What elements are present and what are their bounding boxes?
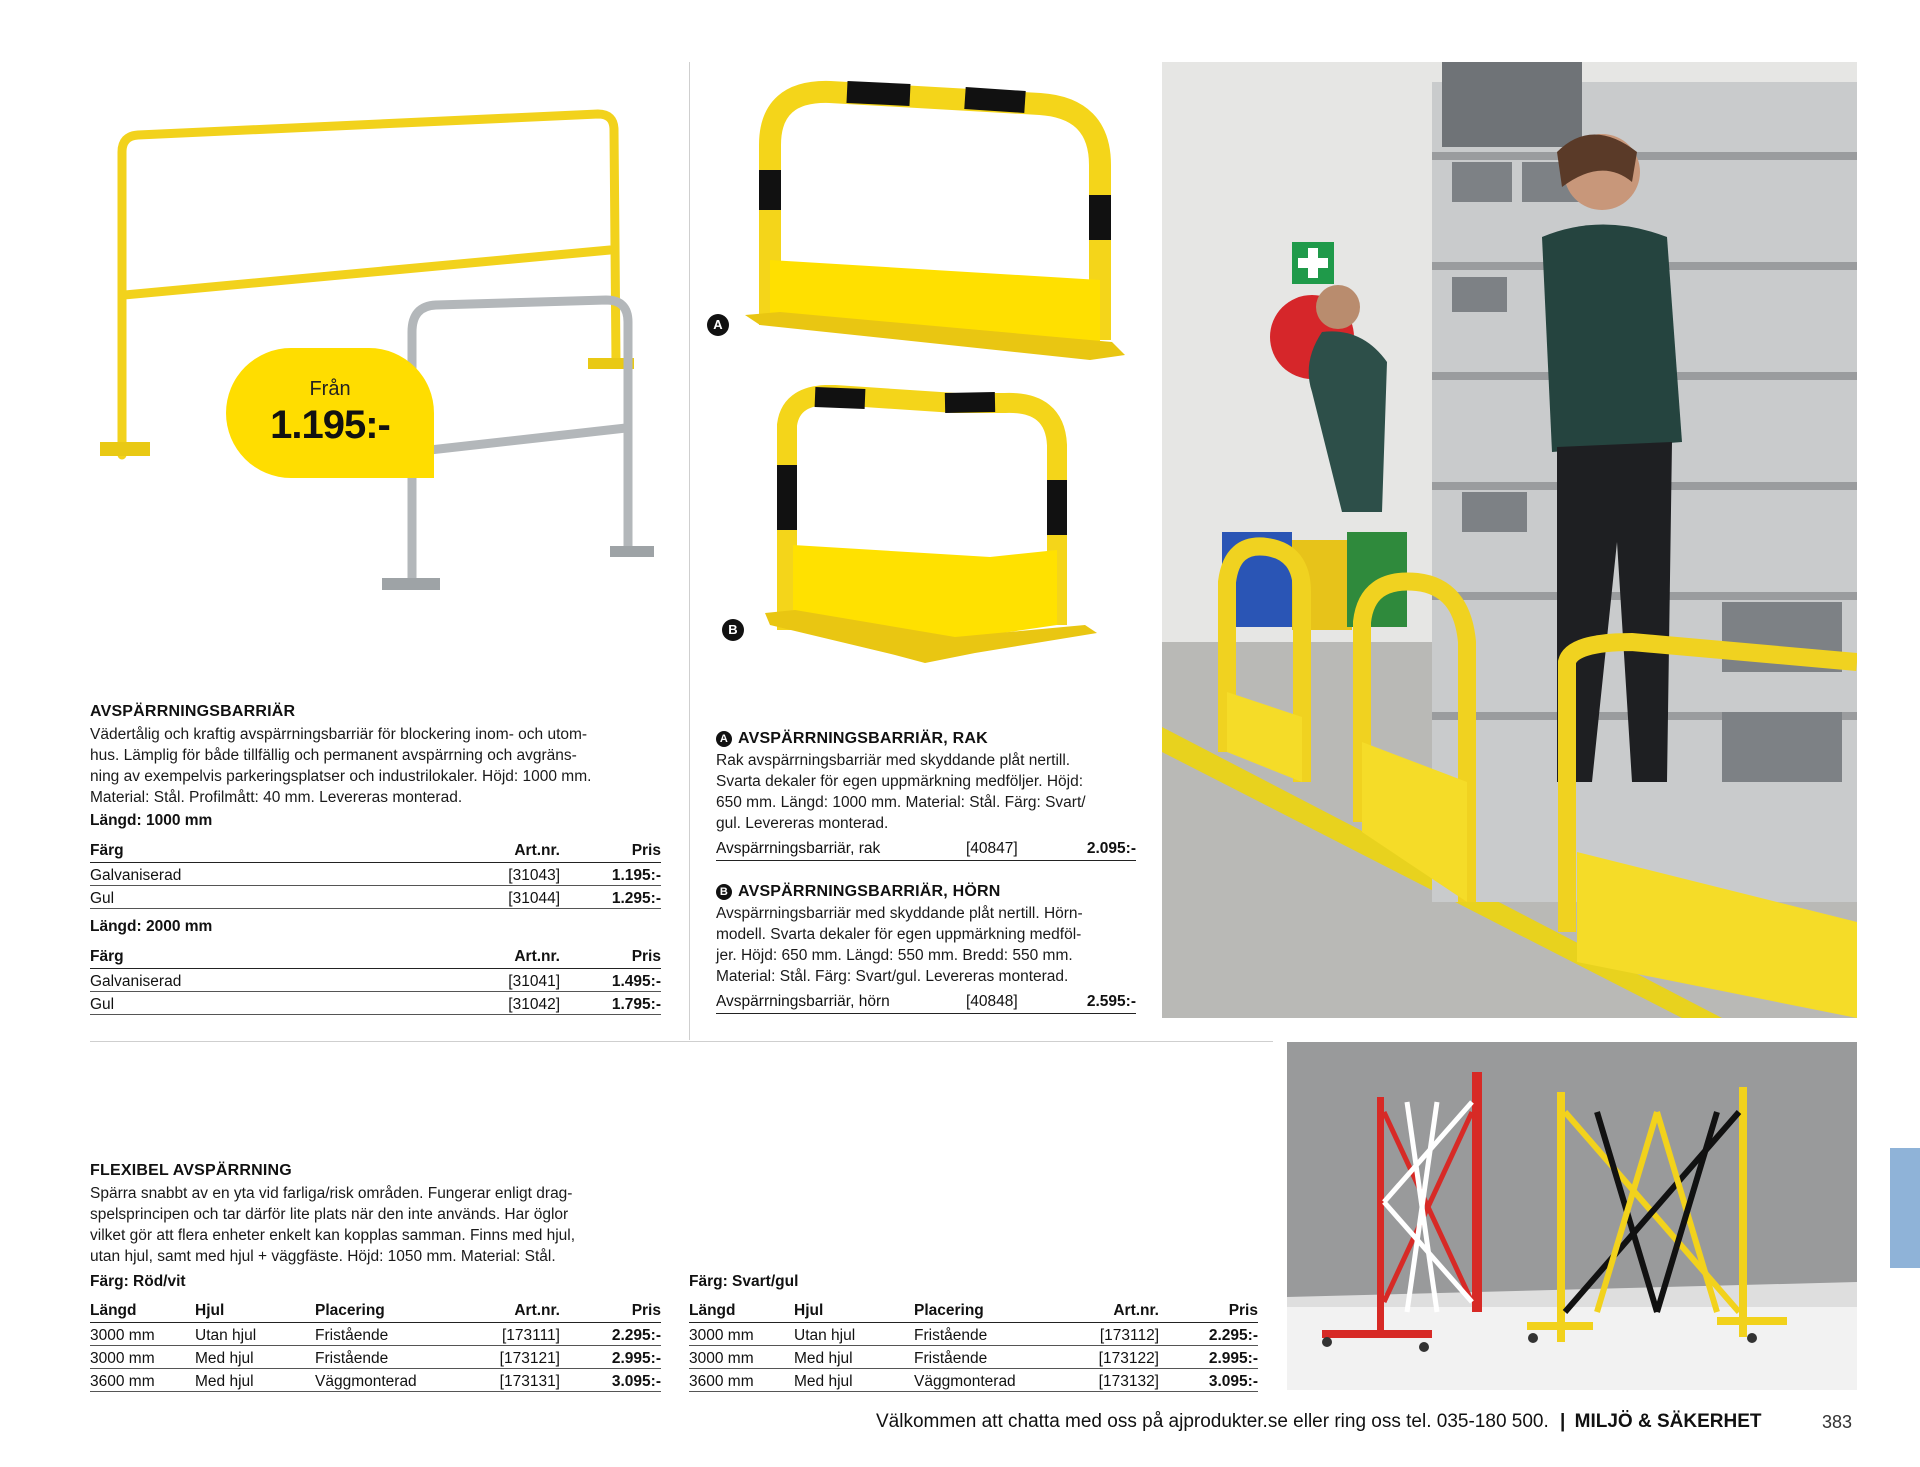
section-divider [90, 1041, 1273, 1042]
section-tab [1890, 1148, 1920, 1268]
col-header-length: Längd [689, 1298, 794, 1323]
col-header-color: Färg [90, 944, 460, 969]
desc-line: modell. Svarta dekaler för egen uppmärkning medföl- [716, 926, 1082, 943]
cell-wheel: Med hjul [794, 1346, 914, 1369]
cell-wheel: Med hjul [794, 1369, 914, 1392]
desc-line: Material: Stål. Färg: Svart/gul. Levereras monterad. [716, 968, 1069, 985]
cell-price: 3.095:- [560, 1369, 661, 1392]
col-header-price: Pris [560, 838, 661, 863]
warehouse-photo [1162, 62, 1857, 1018]
desc-line: gul. Levereras monterad. [716, 815, 889, 832]
flex-yellow-table [689, 1298, 1258, 1392]
col-header-color: Färg [90, 838, 460, 863]
cell-art: [31043] [460, 863, 560, 886]
rak-title [716, 730, 988, 748]
col-header-art: Art.nr. [460, 838, 560, 863]
col-header-price: Pris [1159, 1298, 1258, 1323]
cell-length: 3000 mm [689, 1323, 794, 1346]
col-header-wheel: Hjul [794, 1298, 914, 1323]
col-header-price: Pris [560, 1298, 661, 1323]
flex-red-label: Färg: Röd/vit [90, 1273, 186, 1290]
desc-line: hus. Lämplig för både tillfällig och permanent avspärrning och avgräns- [90, 747, 577, 764]
cell-art: [173132] [1059, 1369, 1159, 1392]
cell-price: 1.195:- [560, 863, 661, 886]
col-header-art: Art.nr. [460, 944, 560, 969]
cell-art: [31041] [460, 969, 560, 992]
cell-price: 2.595:- [1086, 993, 1136, 1010]
cell-price: 1.295:- [560, 886, 661, 909]
cell-art: [173111] [460, 1323, 560, 1346]
table-row [90, 886, 661, 909]
cell-price: 3.095:- [1159, 1369, 1258, 1392]
cell-color: Galvaniserad [90, 969, 460, 992]
cell-price: 1.495:- [560, 969, 661, 992]
col-header-art: Art.nr. [460, 1298, 560, 1323]
column-divider [689, 62, 690, 1040]
group2-label: Längd: 2000 mm [90, 918, 213, 935]
table-row [90, 863, 661, 886]
barrier-table-2000 [90, 944, 661, 1015]
horn-marker-icon: B [716, 884, 732, 900]
cell-art: [173131] [460, 1369, 560, 1392]
cell-art: [31044] [460, 886, 560, 909]
marker-a: A [707, 314, 729, 336]
page-number: 383 [1822, 1412, 1853, 1432]
price-badge-from: Från [309, 378, 351, 400]
cell-wheel: Utan hjul [195, 1323, 315, 1346]
barrier-rak-illustration [740, 80, 1140, 370]
cell-wheel: Utan hjul [794, 1323, 914, 1346]
cell-art: [40847] [966, 840, 1018, 857]
group1-label: Längd: 1000 mm [90, 812, 213, 829]
desc-line: spelsprincipen och tar därför lite plats när den inte används. Har öglor [90, 1206, 569, 1223]
cell-length: 3600 mm [689, 1369, 794, 1392]
horn-title [716, 883, 1001, 901]
cell-length: 3000 mm [689, 1346, 794, 1369]
footer: Välkommen att chatta med oss på ajprodukter.se eller ring oss tel. 035-180 500. | MILJÖ & SÄKERHET [876, 1411, 1762, 1432]
cell-price: 1.795:- [560, 992, 661, 1015]
col-header-wheel: Hjul [195, 1298, 315, 1323]
cell-place: Fristående [315, 1346, 460, 1369]
table-row [689, 1346, 1258, 1369]
table-row [90, 992, 661, 1015]
cell-price: 2.095:- [1086, 840, 1136, 857]
desc-line: Rak avspärrningsbarriär med skyddande plåt nertill. [716, 752, 1071, 769]
cell-price: 2.295:- [560, 1323, 661, 1346]
flexible-barrier-photo [1287, 1042, 1857, 1390]
cell-wheel: Med hjul [195, 1346, 315, 1369]
barrier-horn-illustration [755, 385, 1100, 670]
cell-place: Väggmonterad [914, 1369, 1059, 1392]
cell-price: 2.995:- [560, 1346, 661, 1369]
col-header-price: Pris [560, 944, 661, 969]
table-row [90, 1369, 661, 1392]
desc-line: utan hjul, samt med hjul + väggfäste. Höjd: 1050 mm. Material: Stål. [90, 1248, 556, 1265]
horn-title-text: AVSPÄRRNINGSBARRIÄR, HÖRN [738, 883, 1001, 900]
cell-length: 3000 mm [90, 1323, 195, 1346]
price-badge [226, 348, 434, 478]
desc-line: Spärra snabbt av en yta vid farliga/risk områden. Fungerar enligt drag- [90, 1185, 573, 1202]
flex-yellow-label: Färg: Svart/gul [689, 1273, 799, 1290]
cell-price: 2.295:- [1159, 1323, 1258, 1346]
cell-color: Gul [90, 992, 460, 1015]
horn-row [716, 991, 1136, 1014]
table-row [90, 1323, 661, 1346]
table-row [689, 1369, 1258, 1392]
cell-art: [173121] [460, 1346, 560, 1369]
col-header-length: Längd [90, 1298, 195, 1323]
barrier-description [90, 724, 680, 808]
desc-line: ning av exempelvis parkeringsplatser och industrilokaler. Höjd: 1000 mm. [90, 768, 592, 785]
flex-title: FLEXIBEL AVSPÄRRNING [90, 1162, 292, 1179]
cell-art: [31042] [460, 992, 560, 1015]
rak-title-text: AVSPÄRRNINGSBARRIÄR, RAK [738, 730, 988, 747]
barrier-title: AVSPÄRRNINGSBARRIÄR [90, 703, 296, 720]
col-header-place: Placering [315, 1298, 460, 1323]
rak-marker-icon: A [716, 731, 732, 747]
rak-description [716, 750, 1136, 834]
barrier-table-1000 [90, 838, 661, 909]
cell-color: Gul [90, 886, 460, 909]
table-row [90, 1346, 661, 1369]
flex-red-table [90, 1298, 661, 1392]
desc-line: jer. Höjd: 650 mm. Längd: 550 mm. Bredd: 550 mm. [716, 947, 1073, 964]
desc-line: Avspärrningsbarriär med skyddande plåt nertill. Hörn- [716, 905, 1083, 922]
cell-art: [173122] [1059, 1346, 1159, 1369]
cell-art: [40848] [966, 993, 1018, 1010]
cell-name: Avspärrningsbarriär, rak [716, 840, 881, 857]
cell-wheel: Med hjul [195, 1369, 315, 1392]
footer-section: MILJÖ & SÄKERHET [1574, 1411, 1762, 1432]
cell-color: Galvaniserad [90, 863, 460, 886]
rak-row [716, 838, 1136, 861]
table-row [689, 1323, 1258, 1346]
table-row [90, 969, 661, 992]
desc-line: 650 mm. Längd: 1000 mm. Material: Stål. Färg: Svart/ [716, 794, 1086, 811]
cell-place: Fristående [914, 1323, 1059, 1346]
col-header-place: Placering [914, 1298, 1059, 1323]
cell-art: [173112] [1059, 1323, 1159, 1346]
desc-line: Svarta dekaler för egen uppmärkning medföljer. Höjd: [716, 773, 1084, 790]
desc-line: Vädertålig och kraftig avspärrningsbarriär för blockering inom- och utom- [90, 726, 588, 743]
cell-place: Fristående [914, 1346, 1059, 1369]
cell-place: Väggmonterad [315, 1369, 460, 1392]
cell-length: 3600 mm [90, 1369, 195, 1392]
col-header-art: Art.nr. [1059, 1298, 1159, 1323]
desc-line: Material: Stål. Profilmått: 40 mm. Levereras monterad. [90, 789, 463, 806]
flex-description [90, 1183, 690, 1267]
footer-text: Välkommen att chatta med oss på ajprodukter.se eller ring oss tel. 035-180 500. [876, 1411, 1549, 1432]
desc-line: vilket gör att flera enheter enkelt kan kopplas samman. Finns med hjul, [90, 1227, 576, 1244]
cell-name: Avspärrningsbarriär, hörn [716, 993, 890, 1010]
price-badge-value: 1.195:- [270, 403, 390, 447]
marker-b: B [722, 619, 744, 641]
horn-description [716, 903, 1136, 987]
cell-length: 3000 mm [90, 1346, 195, 1369]
cell-place: Fristående [315, 1323, 460, 1346]
cell-price: 2.995:- [1159, 1346, 1258, 1369]
